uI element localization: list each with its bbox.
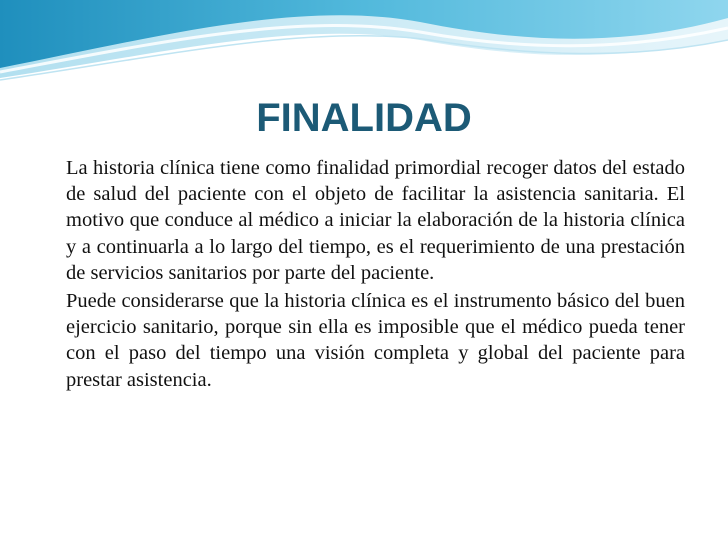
body-paragraph-2: Puede considerarse que la historia clínica es el instrumento básico del buen ejercicio sanitario, porque sin ella es imposible que el médico pueda tener con el paso del tiempo una visión completa y global del paciente para prestar asistencia. — [66, 290, 685, 391]
header-wave-decoration — [0, 0, 728, 90]
body-paragraph-1: La historia clínica tiene como finalidad primordial recoger datos del estado de salud del paciente con el objeto de facilitar la asistencia sanitaria. El motivo que conduce al médico a iniciar la elaboración de la historia clínica y a continuarla a lo largo del tiempo, es el requerimiento de una prestación de servicios sanitarios por parte del paciente. — [66, 157, 685, 284]
slide-title: FINALIDAD — [256, 96, 472, 140]
slide-body — [66, 155, 685, 395]
